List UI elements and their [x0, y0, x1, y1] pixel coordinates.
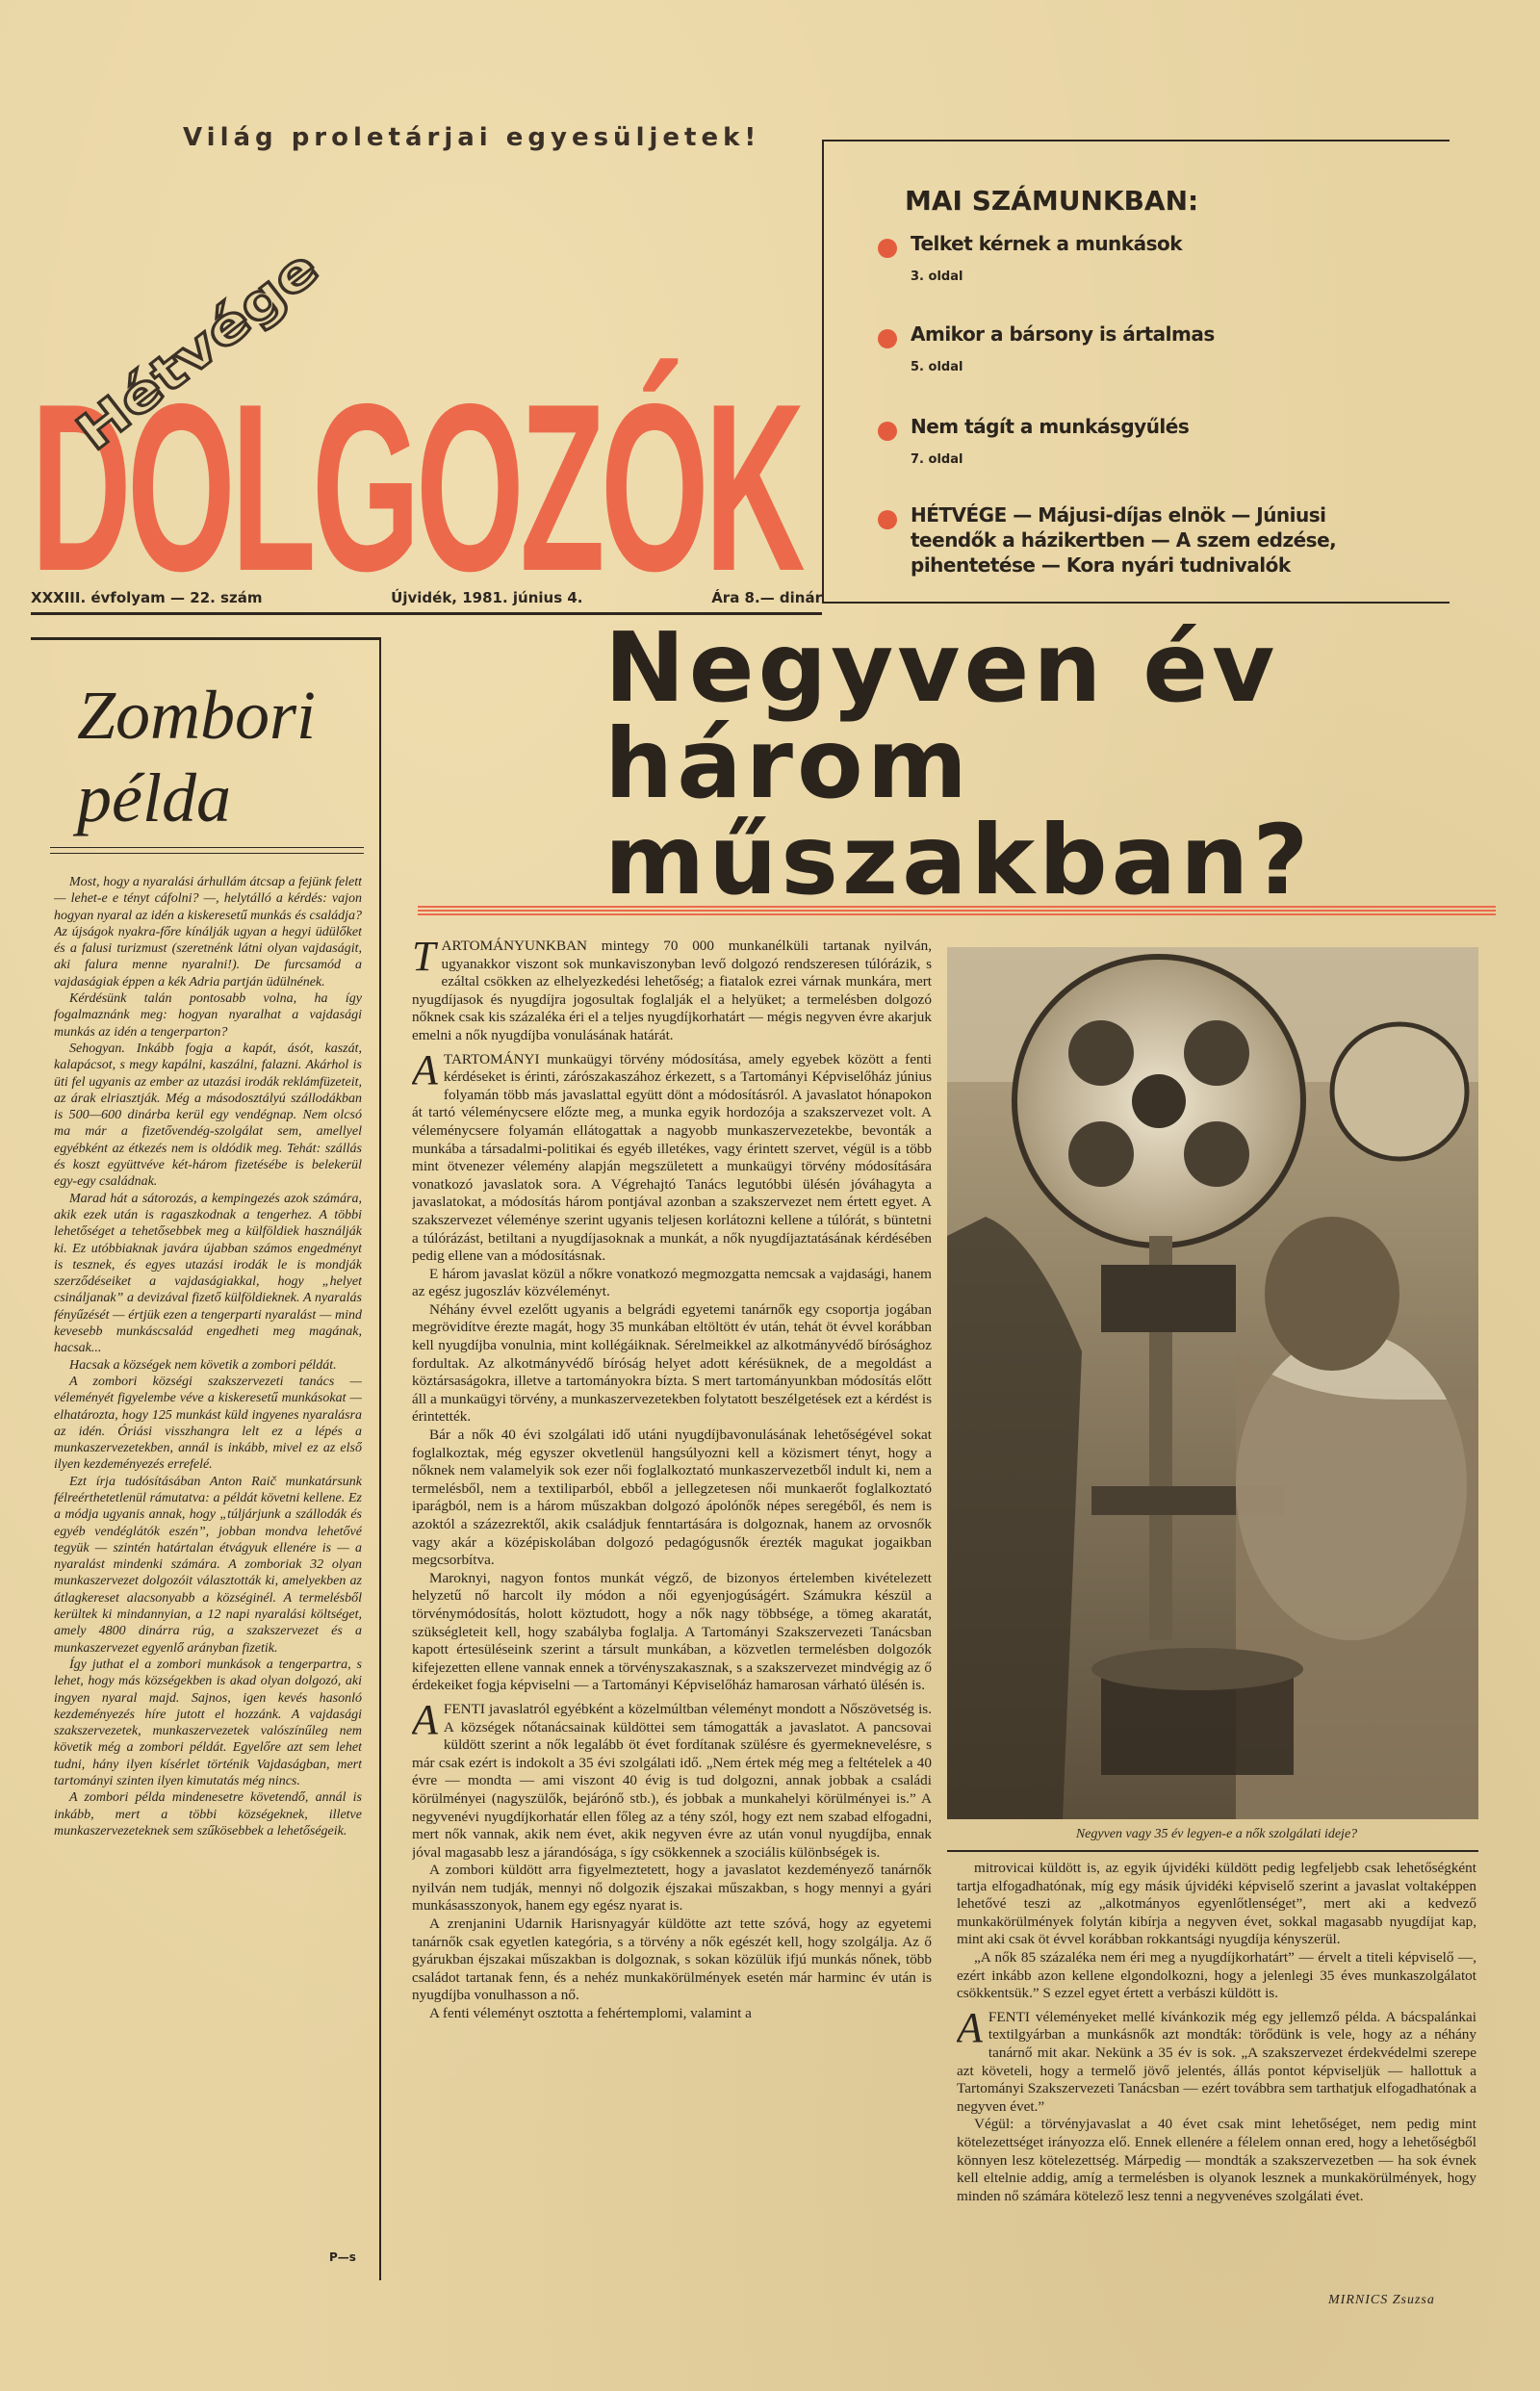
- column-title: Zombori példa: [77, 677, 317, 836]
- paragraph-text: FENTI véleményeket mellé kívánkozik még egy jellemző példa. A bácspalánkai textilgyárban a munkásnők azt mondták: törődünk is vele, hogy az a néhány tanárnő mit akar. Nekünk a 35 év is sok. „A szakszervezet érdekvédelmi szerepe azt követeli, hogy a termelő jövő jelentés, állás pontot képviseljük — hallottuk a Tartományi Szakszervezeti Tanácsban — ezért továbbra sem tarthatjuk elfogadhatónak a negyven évet.”: [957, 2008, 1476, 2115]
- bullet-icon: [878, 422, 897, 441]
- article-paragraph: [412, 1266, 932, 1301]
- issue-price: Ára 8.— dinár: [711, 589, 822, 606]
- article-byline: MIRNICS Zsuzsa: [1328, 2293, 1435, 2307]
- column-paragraph: A zombori községi szakszervezeti tanács — véleményét figyelembe véve a kiskeresetű munkásokat — elhatározta, hogy 125 munkást küld ingyenes nyaralásra az idén. Óriási visszhangra lelt ez a lépés a munkaszervezetekben, annál is inkább, mivel ez az első ilyen kezdeményezés errefelé.: [54, 1374, 362, 1473]
- column-paragraph: Így juthat el a zombori munkások a tengerpartra, s lehet, hogy más községekben is akad olyan dolgozó, aki ingyen nyaral majd. Sajnos, igen kevés hasonló kezdeményezés híre jutott el hozzánk. A vajdasági szakszervezetek, munkaszervezetek valószínűleg nem követik még a zombori példát. Egyelőre azt sem lehet tudni, hány ilyen kísérlet történik Vajdaságban, mert tartományi szinten ilyen kimutatás még nincs.: [54, 1657, 362, 1789]
- article-body: [412, 932, 932, 2323]
- photo-caption: Negyven vagy 35 év legyen-e a nők szolgálati ideje?: [1075, 1827, 1358, 1841]
- paragraph-text: Végül: a törvényjavaslat a 40 évet csak mint lehetőséget, nem pedig mint kötelezettséget irányozza elő. Ennek ellenére a félelem onnan ered, hogy a lehetőségből könnyen lesz kötelezettség. Márpedig — mondták a szakszervezetben — ha sok évnek kell eltelnie addig, amíg a termelésben is olyanok lesznek a munkakörülmények, hogy minden nő számára kötelező lesz tenni a negyvenéves szolgálati évet.: [957, 2116, 1476, 2204]
- paragraph-text: A zrenjanini Udarnik Harisnyagyár küldötte azt tette szóvá, hogy az egyetemi tanárnők csak egyetlen kategória, s a törvény a nők egészét kell, hogy szolgálja. Az ő gyárukban éjszakai műszakban is dolgoznak, s sokan közülük ifjú munkás nőnek, több családot tartanak fenn, és a nehéz munkakörülmények esetén már harminc év után is nyugdíjba vonulhasson a nő.: [412, 1915, 932, 2004]
- article-paragraph: [412, 2005, 932, 2023]
- article-paragraph: [957, 2116, 1476, 2205]
- column-paragraph: Marad hát a sátorozás, a kempingezés azok számára, akik ezek után is ragaszkodnak a tengerhez. A többi lehetőséget a tehetősebbek meg a külföldiek használják ki. Ez utóbbiaknak javára újabban számos engedményt is tesznek, és egyes utazási irodák le is mondják szerződéseiket a vajdaságiakkal, hogy „helyet csináljanak” a devizával fizető külföldieknek. A nyaralás fényűzését — értjük ezen a tengerparti nyaralást — mind kevesebb munkáscsalád engedheti meg magának, hacsak...: [54, 1191, 362, 1356]
- toc-title: Telket kérnek a munkások: [911, 232, 1183, 255]
- paragraph-text: FENTI javaslatról egyébként a közelmúltban véleményt mondott a Nőszövetség is. A községek nőtanácsainak küldöttei sem támogatták a javaslatot. A pancsovai küldött szerint a nők legalább öt évet fordítanak szülésre és gyermeknevelésre, s már csak ezért is indokolt a 35 évi szolgálati idő. „Nem értek még meg a feltételek a 40 évre — mondta — ami viszont 40 évig is tud dolgozni, annak jobbak a családi körülményei (nagyszülők, bejárónő stb.), és jobbak a munkahelyi körülményei is.” A negyvenévi nyugdíjkorhatár ellen főleg az a tény szól, hogy ezt nem szabad elfogadni, mert nők vannak, akik nem évet, akik negyven évre az után vonul nyugdíjba, ennak jóval magasabb lesz a járandósága, s így csökkennek a szociális különbségek is.: [412, 1700, 932, 1861]
- column-paragraph: Ezt írja tudósításában Anton Raič munkatársunk félreérthetetlenül rámutatva: a példát követni kellene. Ez a módja ugyanis annak, hogy „túljárjunk a szállodák és egyéb vendéglátók eszén”, jobban mondva lehetővé tegyük — szintén határtalan étvágyuk ellenére is — a nyaralást mindenki számára. A zomboriak 32 olyan munkaszervezet dolgozóit választották ki, amelyekben az átlagkereset alacsonyabb a községinél. A termelésből kerültek ki mindannyian, a 12 napi nyaralási költséget, amely 4800 dinárra rúg, a szakszervezet és a munkaszervezet egyenlő arányban fizetik.: [54, 1474, 362, 1656]
- toc-page: 5. oldal: [911, 360, 963, 374]
- article-paragraph: [957, 1860, 1476, 1949]
- headline-line: Negyven év: [604, 611, 1279, 724]
- column-rule: [50, 847, 364, 848]
- article-paragraph: [412, 1301, 932, 1427]
- dropcap: A: [957, 2003, 983, 2051]
- paragraph-text: ARTOMÁNYUNKBAN mintegy 70 000 munkanélküli tartanak nyilván, ugyanakkor viszont sok munkaviszonyban levő dolgozó rendszeresen túlórázik, s ezáltal csökken az elhelyezkedési lehetőség; a fiatalok ezrei várnak munkára, mert nyugdíjasok és nyugdíjra jogosultak foglalják el a helyüket; a termelésben dolgozó nőknek csak kis százaléka éri el a teljes nyugdíjkorhatárt — mégis negyven évre akarjuk emelni a nők nyugdíjba vonulásának határát.: [412, 938, 932, 1043]
- toc-page: 7. oldal: [911, 452, 963, 467]
- dropcap: A: [412, 1695, 438, 1743]
- paragraph-text: „A nők 85 százaléka nem éri meg a nyugdíjkorhatárt” — érvelt a titeli képviselő —, ezért inkább azon kellene elgondolkozni, hogy a jelenlegi 35 éves munkaszolgálatot csökkentsük.” S ezzel egyet értett a verbászi küldött is.: [957, 1948, 1476, 2002]
- article-continuation: [957, 1860, 1476, 2288]
- dropcap: T: [412, 933, 436, 980]
- paragraph-text: Néhány évvel ezelőtt ugyanis a belgrádi egyetemi tanárnők egy csoportja jogában megrövidítve érezte magát, hogy 35 munkában eltöltött év után, tehát öt évvel korábban kell nyugdíjba vonulnia, mint kollégáiknak. Sérelmeikkel az alkotmányvédő bírósághoz fordultak. Az alkotmányvédő bíróság helyet adott kérésüknek, de a megoldást a köztársaságokra, illetve a tartományokra bízta. S mert tartományunkban módosítás előtt áll a munkaügyi törvény, a munkaszervezetekben folytatott beszélgetések ezt a kérdést is érintették.: [412, 1300, 932, 1426]
- toc-page: 3. oldal: [911, 270, 963, 284]
- masthead-logo: [25, 162, 807, 585]
- article-paragraph: [412, 1915, 932, 2005]
- toc-title: Amikor a bársony is ártalmas: [911, 322, 1215, 346]
- toc-title: Nem tágít a munkásgyűlés: [911, 415, 1190, 438]
- paragraph-text: Bár a nők 40 évi szolgálati idő utáni nyugdíjbavonulásának lehetőségével sokat foglalkoztak, még egyszer okvetlenül hangsúlyozni kell a közismert tényt, hogy a nőknek nem valamelyik sok ezer női foglalkoztató munkaszervezetből indult ki, nem a termelésből, nem a textiliparból, ebből a jellegzetesen női munkaerőt foglalkoztató iparágból, nem is a három műszakban dolgozó ápolónők népes seregéből, és nem is azoktól a százezrektől, akik családjuk fenntartására is dolgoznak, hanem az orvosnők vagy akár a középiskolában dolgozó pedagógusnők érezték magukat jogaikban megcsorbítva.: [412, 1427, 932, 1569]
- article-paragraph: [412, 1862, 932, 1915]
- issue-volume: XXXIII. évfolyam — 22. szám: [31, 589, 263, 606]
- bullet-icon: [878, 239, 897, 258]
- column-signature: P—s: [329, 2250, 356, 2264]
- paragraph-text: TARTOMÁNYI munkaügyi törvény módosítása, amely egyebek között a fenti kérdéseket is érinti, zárószakaszához érkezett, s a Tartományi Képviselőház június folyamán több más javaslattal együtt dönt a módosításról. A javaslatot hónapokon át tartó véleménycsere előzte meg, a munka egyik hordozója a szakszervezet volt. A véleménycsere folyamán ellátogattak a nagyobb munkaszervezetekbe, bevonták a munkába a társadalmi-politikai és egyéb illetékes, vagy érintett szervet, végül is a több mint ötvenezer vélemény alapján megszületett a munkaügyi törvény módosítására vonatkozó javaslatok sora. A Végrehajtó Tanács legutóbbi ülésén jóváhagyta a javaslatokat, a módosítás három pontjával azonban a szakszervezet nem értett egyet. A szakszervezet véleménye szerint ugyanis teljesen korlátozni kellene a túlórát, s büntetni a túlórázást, betiltani a nyugdíjasoknak a munkát, a nők nyugdíjaztatásának kérdésében pedig ellene van a módosításnak.: [412, 1050, 932, 1265]
- article-paragraph: [412, 1695, 932, 1862]
- column-paragraph: Most, hogy a nyaralási árhullám átcsap a fejünk felett — lehet-e e tényt cáfolni? —, helytálló a kérdés: vajon hogyan nyaral az idén a kiskeresetű munkás és családja? Az újságok nyakra-főre kínálják ugyan a hegyi üdülőket és a falusi turizmust (szeretnénk látni olyan vajdaságit, aki falura menne nyaralni!). De furcsamód a vajdaságiak éppen a kék Adria partján üdülnének.: [54, 875, 362, 990]
- bullet-icon: [878, 510, 897, 529]
- headline-line: műszakban?: [604, 804, 1313, 916]
- article-paragraph: [957, 1949, 1476, 2003]
- column-paragraph: A zombori példa mindenesetre követendő, annál is inkább, mert a többi községeknek, illetve munkaszervezeteknek sem szűkösebbek a lehetőségeik.: [54, 1790, 362, 1838]
- paragraph-text: A fenti véleményt osztotta a fehértemplomi, valamint a: [429, 2005, 752, 2022]
- column-rule: [50, 853, 364, 854]
- headline-rule: [418, 905, 1496, 918]
- paragraph-text: Maroknyi, nagyon fontos munkát végző, de bizonyos értelemben kivételezett helyzetű nő harcolt ily módon a női egyenjogúságért. Számukra készül a törvénymódosítás, holott köztudott, hogy a nők nagy többsége, a tömeg akaratát, szükségleteit kell, hogy szabályba foglalja. A Tartományi Szakszervezeti Tanácsban kapott értesüléseink szerint a társult munkában, a közvetlen termelésben dolgozók kifejezetten ellene vannak ennek a törvényszakasznak, s a szakszervezet mindvégig az ő érdekeiket fogja képviselni — a Tartományi Képviselőház hamarosan várható ülésén is.: [412, 1569, 932, 1694]
- article-paragraph: [412, 1427, 932, 1570]
- article-headline: [604, 611, 1509, 916]
- paragraph-text: A zombori küldött arra figyelmeztetett, hogy a javaslatot kezdeményező tanárnők nyilván nem tudják, mennyi nő dolgozik éjszakai műszakban, s hogy mennyi a gyári munkásasszonyok, hanem egy egész nyarat is.: [412, 1862, 932, 1915]
- paragraph-text: E három javaslat közül a nőkre vonatkozó megmozgatta nemcsak a vajdasági, hanem az egész jugoszláv közvéleményt.: [412, 1265, 932, 1300]
- supplement-label: Hétvége: [66, 270, 289, 463]
- article-paragraph: [412, 933, 932, 1045]
- issue-date: Újvidék, 1981. június 4.: [391, 589, 583, 606]
- article-paragraph: [412, 1045, 932, 1266]
- headline-line: három: [604, 707, 971, 820]
- dropcap: A: [412, 1045, 438, 1093]
- column-paragraph: Hacsak a községek nem követik a zombori példát.: [69, 1357, 337, 1373]
- article-paragraph: [412, 1570, 932, 1695]
- contents-heading: MAI SZÁMUNKBAN:: [905, 185, 1199, 217]
- column-body: [54, 874, 362, 2260]
- toc-title: HÉTVÉGE — Májusi-díjas elnök — Júniusi teendők a házikertben — A szem edzése, pihentetése — Kora nyári tudnivalók: [911, 503, 1337, 577]
- masthead-title: DOLGOZÓK: [31, 353, 805, 585]
- paragraph-text: mitrovicai küldött is, az egyik újvidéki küldött pedig legfeljebb csak lehetőségként tartja elfogadhatónak, míg egy másik újvidéki képviselő szerint a javaslat voltaképpen lehetővé teszi az „alkotmányos egyenlőtlenséget”, mert aki a kedvező munkakörülmények folytán kibírja a negyven évet, sokkal magasabb nyugdíjat kap, mint aki csak öt évvel korábban rokkantsági nyugdíja kényszerül.: [957, 1860, 1476, 1948]
- bullet-icon: [878, 329, 897, 348]
- article-paragraph: [957, 2003, 1476, 2117]
- column-paragraph: Sehogyan. Inkább fogja a kapát, ásót, kaszát, kalapácsot, s megy kapálni, kaszálni, falazni. Akárhol is üti fel ugyanis az ember az utazási irodák reklámfüzeteit, az árak elriasztják. Még a másodosztályú szállodákban is 500—600 dinárba kerül egy vendégnap. Nem olcsó ma már a fizetővendég-szolgálat sem, amellyel egyébként az étkezés nem is oldódik meg. Tehát: szállás és koszt együttvéve két-három fizetésébe is belekerül egy-egy családnak.: [54, 1041, 362, 1190]
- column-paragraph: Kérdésünk talán pontosabb volna, ha így fogalmaznánk meg: hogyan nyaralhat a vajdasági munkás az idén a tengerparton?: [54, 991, 362, 1040]
- issue-line: [31, 589, 822, 606]
- article-photo: [947, 947, 1478, 1819]
- masthead-slogan: Világ proletárjai egyesüljetek!: [183, 123, 761, 152]
- photo-rule: [947, 1850, 1478, 1852]
